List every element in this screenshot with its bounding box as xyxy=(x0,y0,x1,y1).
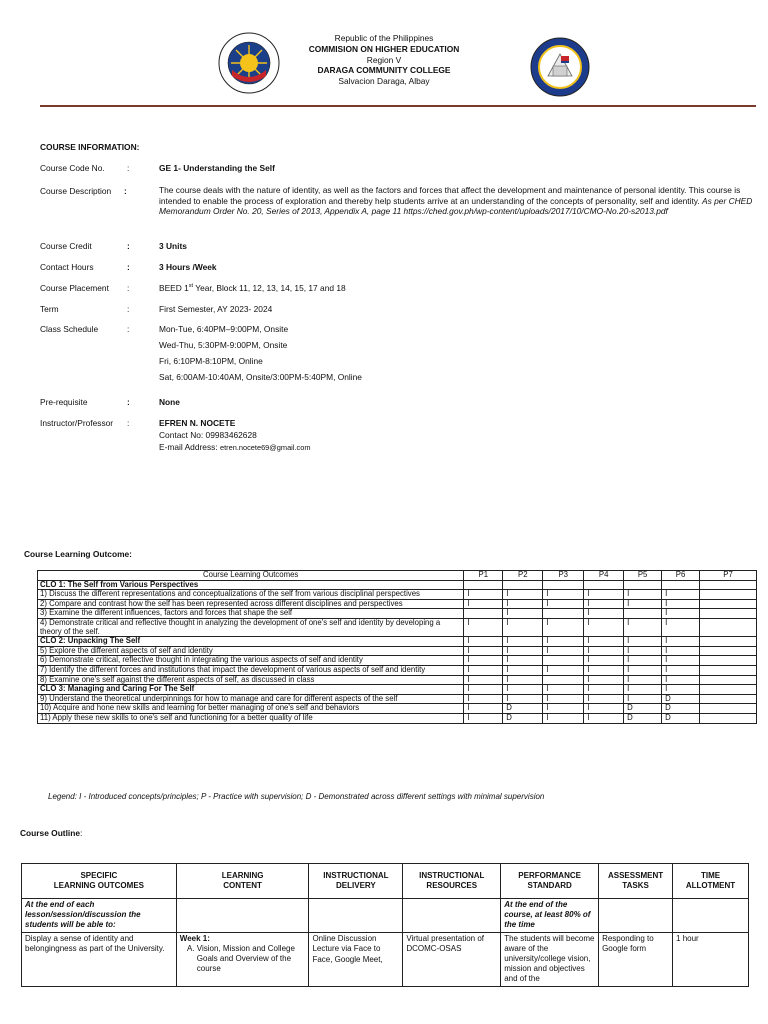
clo-mark-cell: I xyxy=(662,618,700,636)
clo-mark-cell: D xyxy=(662,704,700,714)
colon: : xyxy=(127,262,130,272)
outline-intro-left: At the end of each lesson/session/discussion the students will be able to: xyxy=(22,899,177,933)
clo-mark-cell xyxy=(700,618,757,636)
clo-mark-cell: I xyxy=(662,646,700,656)
clo-mark-cell: I xyxy=(662,637,700,647)
clo-mark-cell: I xyxy=(584,675,624,685)
outline-title-text: Course Outline xyxy=(20,828,81,838)
clo-header-cell: P7 xyxy=(700,571,757,581)
clo-mark-cell: I xyxy=(624,646,662,656)
clo-mark-cell: I xyxy=(584,704,624,714)
clo-mark-cell xyxy=(700,637,757,647)
header-republic: Republic of the Philippines xyxy=(334,33,434,43)
clo-mark-cell: I xyxy=(543,694,584,704)
clo-group-row xyxy=(38,637,757,647)
instructor-contact: Contact No: 09983462628 xyxy=(159,430,257,440)
clo-header-cell: P4 xyxy=(584,571,624,581)
course-description xyxy=(159,185,757,217)
clo-mark-cell: I xyxy=(584,637,624,647)
colon: : xyxy=(127,397,130,407)
clo-mark-cell: I xyxy=(464,590,503,600)
content-item: A. Vision, Mission and College Goals and Overview of the course xyxy=(197,944,306,975)
clo-mark-cell xyxy=(700,646,757,656)
clo-mark-cell: I xyxy=(624,656,662,666)
clo-outcome-text: CLO 2: Unpacking The Self xyxy=(38,637,464,647)
course-code-label: Course Code No. xyxy=(40,163,105,173)
empty-cell xyxy=(403,899,501,933)
clo-mark-cell: I xyxy=(503,618,543,636)
course-desc-label: Course Description xyxy=(40,186,112,196)
colon: : xyxy=(127,283,130,293)
clo-mark-cell: I xyxy=(503,675,543,685)
outline-intro-row xyxy=(22,899,749,933)
clo-mark-cell xyxy=(700,694,757,704)
clo-mark-cell: I xyxy=(624,665,662,675)
clo-header-cell: P3 xyxy=(543,571,584,581)
clo-mark-cell xyxy=(700,665,757,675)
clo-mark-cell: I xyxy=(662,665,700,675)
clo-mark-cell: I xyxy=(543,646,584,656)
clo-outcome-row xyxy=(38,704,757,714)
desc-text: The course deals with the nature of identity, as well as the factors and forces that affect the development and maintenance of personal identity. This course is intended to enable the process of exploration and thereby help students arrive at an understanding of the concepts of personality, self and identity. xyxy=(159,185,741,206)
clo-outcome-text: 8) Examine one's self against the different aspects of self, as discussed in class xyxy=(38,675,464,685)
outline-content xyxy=(176,932,309,986)
clo-mark-cell: I xyxy=(543,704,584,714)
outline-header-cell: TIME ALLOTMENT xyxy=(673,864,749,899)
outline-intro-standard: At the end of the course, at least 80% of the time xyxy=(501,899,599,933)
clo-mark-cell: I xyxy=(543,599,584,609)
placement-label: Course Placement xyxy=(40,283,109,293)
clo-mark-cell: D xyxy=(503,713,543,723)
clo-mark-cell: I xyxy=(503,685,543,695)
clo-mark-cell: I xyxy=(503,599,543,609)
header-rule xyxy=(40,105,756,107)
clo-mark-cell: D xyxy=(624,713,662,723)
clo-mark-cell: I xyxy=(543,618,584,636)
outline-outcome: Display a sense of identity and belongingness as part of the University. xyxy=(22,932,177,986)
outline-delivery: Online Discussion Lecture via Face to Face, Google Meet, xyxy=(309,932,403,986)
clo-outcome-row xyxy=(38,713,757,723)
clo-mark-cell: I xyxy=(503,646,543,656)
clo-mark-cell: I xyxy=(662,609,700,619)
schedule-line: Wed-Thu, 5:30PM-9:00PM, Onsite xyxy=(159,340,288,350)
clo-table xyxy=(37,570,757,724)
empty-cell xyxy=(309,899,403,933)
clo-header-row xyxy=(38,571,757,581)
outline-title-colon: : xyxy=(80,828,83,838)
outline-header-cell: INSTRUCTIONAL DELIVERY xyxy=(309,864,403,899)
clo-outcome-text: 6) Demonstrate critical, reflective thought in integrating the various aspects of self and identity xyxy=(38,656,464,666)
clo-mark-cell: I xyxy=(662,599,700,609)
dcc-seal-icon xyxy=(530,36,590,98)
course-info-title: COURSE INFORMATION: xyxy=(40,142,140,152)
clo-mark-cell xyxy=(584,580,624,590)
clo-mark-cell: I xyxy=(624,618,662,636)
clo-mark-cell: I xyxy=(503,656,543,666)
clo-mark-cell xyxy=(700,675,757,685)
colon: : xyxy=(127,241,130,251)
clo-mark-cell: I xyxy=(543,685,584,695)
clo-mark-cell: D xyxy=(624,704,662,714)
placement-pre: BEED 1 xyxy=(159,283,189,293)
clo-mark-cell: I xyxy=(662,675,700,685)
clo-outcome-text: 2) Compare and contrast how the self has been represented across different disciplines and perspectives xyxy=(38,599,464,609)
clo-mark-cell: I xyxy=(624,637,662,647)
clo-mark-cell: I xyxy=(464,618,503,636)
clo-mark-cell xyxy=(543,580,584,590)
clo-mark-cell: I xyxy=(543,665,584,675)
clo-mark-cell: D xyxy=(662,713,700,723)
clo-outcome-row xyxy=(38,665,757,675)
colon: : xyxy=(127,304,130,314)
credit-label: Course Credit xyxy=(40,241,92,251)
clo-header-cell: P1 xyxy=(464,571,503,581)
clo-mark-cell: I xyxy=(503,665,543,675)
clo-mark-cell xyxy=(700,590,757,600)
colon: : xyxy=(124,186,127,196)
clo-mark-cell xyxy=(543,675,584,685)
clo-mark-cell: I xyxy=(624,694,662,704)
clo-mark-cell xyxy=(464,580,503,590)
clo-outcome-text: 4) Demonstrate critical and reflective thought in analyzing the development of one's self and identity by developing a theory of the self. xyxy=(38,618,464,636)
clo-mark-cell xyxy=(700,609,757,619)
week-label: Week 1: xyxy=(179,933,210,943)
hours-value: 3 Hours /Week xyxy=(159,262,217,272)
clo-mark-cell: I xyxy=(543,590,584,600)
clo-mark-cell: I xyxy=(584,618,624,636)
schedule-label: Class Schedule xyxy=(40,324,99,334)
course-outline-title xyxy=(20,828,82,838)
prereq-value: None xyxy=(159,397,180,407)
header-college: DARAGA COMMUNITY COLLEGE xyxy=(317,65,451,75)
clo-mark-cell: I xyxy=(584,694,624,704)
clo-outcome-text: 3) Examine the different influences, factors and forces that shape the self xyxy=(38,609,464,619)
clo-outcome-row xyxy=(38,618,757,636)
clo-mark-cell: I xyxy=(464,665,503,675)
clo-mark-cell xyxy=(700,685,757,695)
clo-header-cell: Course Learning Outcomes xyxy=(38,571,464,581)
clo-outcome-text: 11) Apply these new skills to one's self and functioning for a better quality of life xyxy=(38,713,464,723)
hours-label: Contact Hours xyxy=(40,262,94,272)
clo-mark-cell: I xyxy=(584,665,624,675)
header-commission: COMMISION ON HIGHER EDUCATION xyxy=(308,44,460,54)
colon: : xyxy=(127,163,130,173)
clo-outcome-text: 5) Explore the different aspects of self and identity xyxy=(38,646,464,656)
clo-mark-cell: I xyxy=(624,675,662,685)
term-value: First Semester, AY 2023- 2024 xyxy=(159,304,273,314)
clo-mark-cell: I xyxy=(584,656,624,666)
outline-header-cell: LEARNING CONTENT xyxy=(176,864,309,899)
outline-header-cell: SPECIFIC LEARNING OUTCOMES xyxy=(22,864,177,899)
clo-outcome-text: CLO 1: The Self from Various Perspectives xyxy=(38,580,464,590)
clo-mark-cell: I xyxy=(584,685,624,695)
email-link[interactable]: etren.nocete69@gmail.com xyxy=(219,443,311,452)
header-region: Region V xyxy=(366,55,402,65)
empty-cell xyxy=(673,899,749,933)
schedule-line: Sat, 6:00AM-10:40AM, Onsite/3:00PM-5:40PM, Online xyxy=(159,372,362,382)
instructor-label: Instructor/Professor xyxy=(40,418,114,428)
prereq-label: Pre-requisite xyxy=(40,397,88,407)
clo-mark-cell: I xyxy=(464,656,503,666)
credit-value: 3 Units xyxy=(159,241,187,251)
clo-mark-cell: I xyxy=(503,609,543,619)
clo-mark-cell: I xyxy=(503,637,543,647)
instructor-name: EFREN N. NOCETE xyxy=(159,418,236,428)
placement-value xyxy=(159,283,346,293)
clo-mark-cell: I xyxy=(464,637,503,647)
clo-mark-cell: I xyxy=(584,599,624,609)
clo-group-row xyxy=(38,685,757,695)
header-address: Salvacion Daraga, Albay xyxy=(338,76,430,86)
clo-mark-cell: I xyxy=(464,675,503,685)
outline-resources: Virtual presentation of DCOMC-OSAS xyxy=(403,932,501,986)
clo-mark-cell: I xyxy=(464,704,503,714)
clo-mark-cell: I xyxy=(584,713,624,723)
clo-outcome-row xyxy=(38,656,757,666)
clo-mark-cell: I xyxy=(503,590,543,600)
clo-mark-cell xyxy=(662,580,700,590)
clo-mark-cell xyxy=(700,656,757,666)
course-outline-table xyxy=(21,863,749,987)
clo-mark-cell xyxy=(543,656,584,666)
clo-mark-cell: D xyxy=(503,704,543,714)
outline-header-cell: PERFORMANCE STANDARD xyxy=(501,864,599,899)
clo-mark-cell: I xyxy=(464,646,503,656)
clo-mark-cell: I xyxy=(584,609,624,619)
clo-mark-cell xyxy=(700,704,757,714)
outline-week1-row xyxy=(22,932,749,986)
outline-tasks: Responding to Google form xyxy=(599,932,673,986)
clo-mark-cell: I xyxy=(584,590,624,600)
clo-mark-cell: I xyxy=(584,646,624,656)
placement-post: Year, Block 11, 12, 13, 14, 15, 17 and 18 xyxy=(193,283,346,293)
colon: : xyxy=(127,418,130,428)
clo-mark-cell: I xyxy=(503,694,543,704)
outline-standard: The students will become aware of the university/college vision, mission and objectives and of the xyxy=(501,932,599,986)
colon: : xyxy=(127,324,130,334)
clo-header-cell: P5 xyxy=(624,571,662,581)
clo-mark-cell: I xyxy=(662,685,700,695)
clo-mark-cell: D xyxy=(662,694,700,704)
placement-sup: st xyxy=(188,283,194,290)
schedule-line: Mon-Tue, 6:40PM–9:00PM, Onsite xyxy=(159,324,289,334)
clo-mark-cell: I xyxy=(543,713,584,723)
clo-mark-cell: I xyxy=(624,685,662,695)
clo-section-title: Course Learning Outcome: xyxy=(24,549,132,559)
clo-mark-cell: I xyxy=(464,694,503,704)
outline-header-cell: ASSESSMENT TASKS xyxy=(599,864,673,899)
instructor-email xyxy=(159,442,310,452)
clo-outcome-text: 10) Acquire and hone new skills and learning for better managing of one's self and behaviors xyxy=(38,704,464,714)
clo-header-cell: P6 xyxy=(662,571,700,581)
clo-mark-cell xyxy=(700,713,757,723)
desc-ref: As per CHED Memorandum Order No. 20, Series of 2013, Appendix A, page 11 https://ched.gov.ph/wp-content/uploads/2017/10/CMO-No.20-s2013.pdf xyxy=(159,195,753,216)
clo-mark-cell xyxy=(464,609,503,619)
term-label: Term xyxy=(40,304,59,314)
clo-outcome-row xyxy=(38,590,757,600)
clo-mark-cell: I xyxy=(464,713,503,723)
clo-header-cell: P2 xyxy=(503,571,543,581)
clo-mark-cell: I xyxy=(464,599,503,609)
clo-mark-cell: I xyxy=(624,599,662,609)
clo-mark-cell: I xyxy=(662,590,700,600)
clo-mark-cell xyxy=(700,599,757,609)
clo-mark-cell xyxy=(503,580,543,590)
schedule-line: Fri, 6:10PM-8:10PM, Online xyxy=(159,356,263,366)
clo-outcome-text: 9) Understand the theoretical underpinnings for how to manage and care for different aspects of the self xyxy=(38,694,464,704)
clo-mark-cell xyxy=(624,609,662,619)
clo-mark-cell: I xyxy=(543,637,584,647)
clo-mark-cell: I xyxy=(662,656,700,666)
outline-header-row xyxy=(22,864,749,899)
clo-outcome-text: CLO 3: Managing and Caring For The Self xyxy=(38,685,464,695)
clo-mark-cell: I xyxy=(464,685,503,695)
clo-legend: Legend: I - Introduced concepts/principles; P - Practice with supervision; D - Demonstrated across different settings with minimal supervision xyxy=(48,792,545,801)
clo-mark-cell xyxy=(543,609,584,619)
empty-cell xyxy=(599,899,673,933)
outline-time: 1 hour xyxy=(673,932,749,986)
course-code-value: GE 1- Understanding the Self xyxy=(159,163,275,173)
outline-header-cell: INSTRUCTIONAL RESOURCES xyxy=(403,864,501,899)
clo-outcome-text: 7) Identify the different forces and institutions that impact the development of various aspects of self and identity xyxy=(38,665,464,675)
clo-mark-cell: I xyxy=(624,590,662,600)
empty-cell xyxy=(176,899,309,933)
clo-outcome-text: 1) Discuss the different representations and conceptualizations of the self from various disciplinal perspectives xyxy=(38,590,464,600)
clo-mark-cell xyxy=(624,580,662,590)
clo-mark-cell xyxy=(700,580,757,590)
email-label: E-mail Address: xyxy=(159,442,220,452)
